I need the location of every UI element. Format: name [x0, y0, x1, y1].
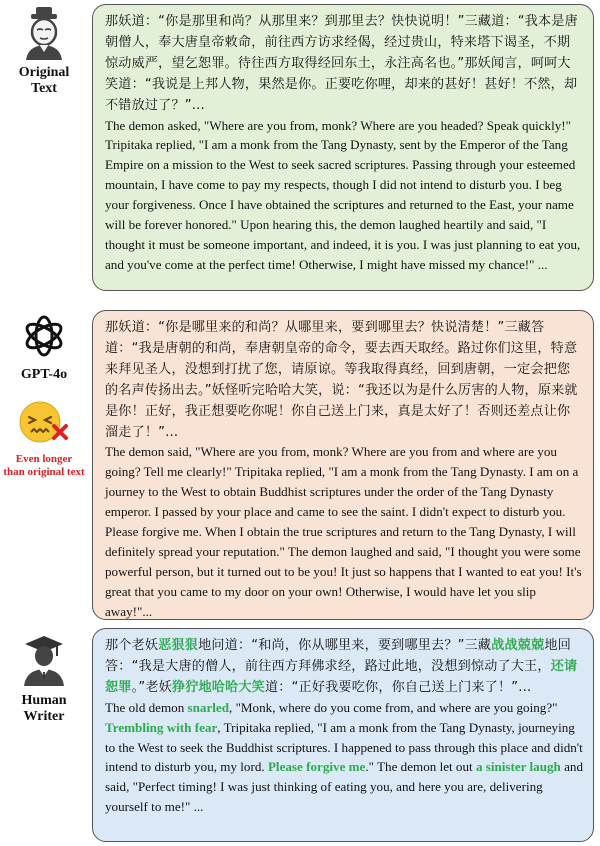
human-zh-highlight: 战战兢兢 [491, 638, 545, 653]
human-label-line1: Human [21, 693, 67, 708]
human-zh-seg: 地问道：“和尚，你从哪里来，要到哪里去？”三藏 [198, 638, 492, 653]
gpt-text-panel [92, 310, 594, 620]
human-zh-seg: 地回答：“我是大唐的僧人，前往西方拜佛求经，路过此地，没想到惊动了大王， [105, 638, 571, 674]
human-english-text [105, 700, 583, 815]
human-en-highlight: Trembling with fear [105, 719, 218, 735]
original-label-line2: Text [31, 81, 57, 96]
openai-logo-icon [20, 312, 68, 360]
original-label-group [0, 6, 88, 97]
gpt-chinese-text: 那妖道：“你是哪里来的和尚？从哪里来，要到哪里去？快说清楚！”三藏答道：“我是唐朝的和尚，奉唐朝皇帝的命令，要去西天取经。路过你们这里，特意来拜见圣人，没想到打扰了您，请原谅。等我取得真经，回到唐朝，一定会把您的名声传扬出去。”妖怪听完哈哈大笑，说：“我还以为是什么厉害的人物，原来就是你！正好，我正想要吃你呢！你自己送上门来，真是太好了！否则还差点让你溜走了！”... [105, 320, 578, 440]
human-en-highlight: a sinister laugh [475, 759, 561, 775]
human-label-group [0, 634, 88, 725]
human-en-seg: , Tripitaka replied, "I am a monk from the Tang Dynasty, journeying to the West to seek the Buddhist scriptures. I happened to pass through this place and didn't intend to disturb you, my lord. [105, 719, 583, 775]
human-en-seg: , "Monk, where do you come from, and where are you going?" [229, 699, 558, 715]
human-en-seg: ." The demon let out [365, 759, 476, 775]
human-zh-seg: 道：“正好我要吃你，你自己送上门来了！”... [264, 679, 532, 695]
original-text-panel [92, 4, 594, 291]
human-chinese-text [105, 638, 577, 695]
warning-group [0, 400, 88, 479]
human-zh-highlight: 还请恕罪 [105, 658, 578, 695]
human-en-highlight: Please forgive me [267, 759, 366, 775]
human-en-seg: and said, "Perfect timing! I was just thinking of eating you, and here you are, delivering yourself to me!" ... [105, 759, 584, 815]
human-label-line2: Writer [23, 709, 65, 724]
human-zh-seg: 。”老妖 [131, 679, 172, 695]
gpt-label: GPT-4o [20, 367, 68, 382]
human-zh-seg: 那个老妖 [105, 638, 159, 653]
warning-line1: Even longer [15, 453, 73, 465]
human-text-panel [92, 628, 594, 842]
human-zh-highlight: 狰狞地哈哈大笑 [171, 679, 265, 695]
monk-avatar-icon [22, 6, 66, 60]
frustrated-face-icon [18, 400, 70, 446]
human-zh-highlight: 恶狠狠 [158, 638, 199, 653]
original-chinese-text: 那妖道：“你是那里和尚？从那里来？到那里去？快快说明！”三藏道：“我本是唐朝僧人，奉大唐皇帝敕命，前往西方访求经偈，经过贵山，特来塔下谒圣，不期惊动威严，望乞恕罪。待往西方取得经回东土，永注高名也。”那妖闻言，呵呵大笑道：“我说是上邦人物，果然是你。正要吃你哩，却来的甚好！甚好！不然，却不错放过了？”... [105, 14, 578, 113]
gpt-english-text: The demon said, "Where are you from, monk? Where are you from and where are you going? Tell me clearly!" Tripitaka replied, "I am a monk from the Tang Dynasty. I am on a journey to the West to obtain Buddhist scriptures under the order of the Tang Dynasty emperor. I passed by your place and came to see the saint. I didn't expect to disturb you. Please forgive me. When I obtain the true scriptures and return to the Tang Dynasty, I will definitely spread your reputation." The demon laughed and said, "I thought you were some powerful person, but it turned out to be you! It just so happens that I wanted to eat you! It's great that you came to my door on your own! Otherwise, I would have let you slip away!"... [105, 444, 582, 619]
human-en-seg: The old demon [105, 699, 188, 715]
original-label-line1: Original [18, 65, 70, 80]
warning-line2: than original text [3, 466, 85, 478]
human-en-highlight: snarled [187, 699, 230, 715]
gpt-label-group [0, 312, 88, 383]
original-english-text: The demon asked, "Where are you from, monk? Where are you headed? Speak quickly!" Tripitaka replied, "I am a monk from the Tang Dynasty, sent by the Emperor of the Tang Empire on a mission to the West to seek sacred scriptures. Passing through your esteemed mountain, I have come to pay my respects, though I did not intend to disturb you. I beg your forgiveness. Once I have obtained the scriptures and returned to the East, your name will be forever honored." Upon hearing this, the demon laughed heartily and said, "I thought it must be someone important, and indeed, it is you. I was just planning to eat you, and you've come at the perfect time! Otherwise, I might have missed my chance!" ... [105, 117, 581, 272]
graduate-person-icon [21, 634, 67, 686]
